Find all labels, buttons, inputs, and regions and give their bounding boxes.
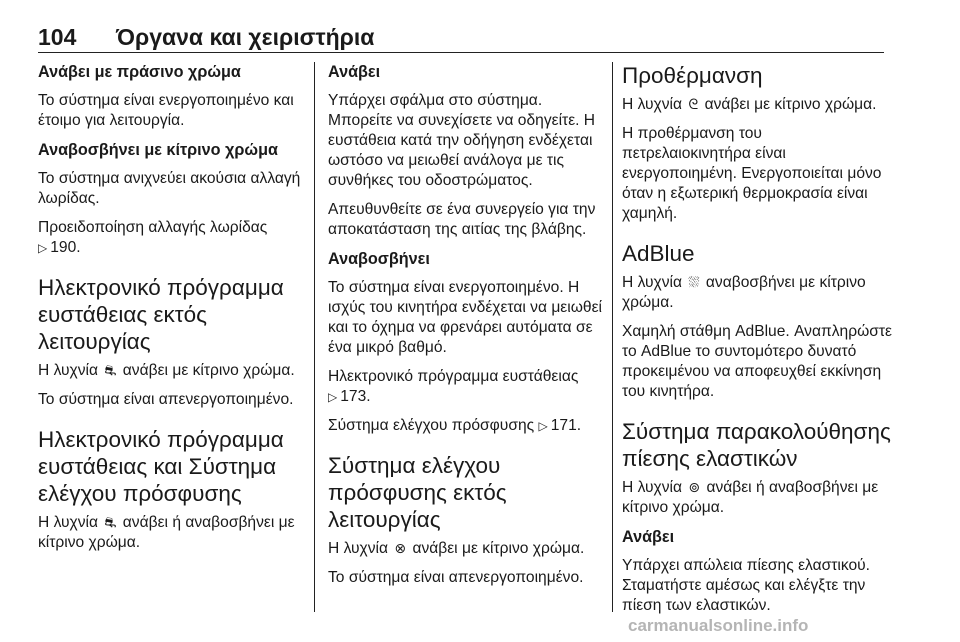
text: Η λυχνία (328, 540, 389, 557)
text: Η λυχνία (622, 96, 683, 113)
paragraph: Το σύστημα είναι απενεργοποιημένο. (38, 391, 294, 408)
paragraph: Απευθυνθείτε σε ένα συνεργείο για την αποκατάσταση της αιτίας της βλάβης. (328, 201, 596, 238)
text: ανάβει με κίτρινο χρώμα. (704, 96, 877, 113)
column-3 (622, 62, 892, 625)
reference-text: Ηλεκτρονικό πρόγραμμα ευστάθειας (328, 368, 579, 385)
text: Η λυχνία (622, 274, 683, 291)
heading-preheating: Προθέρμανση (622, 63, 763, 88)
page-title: Όργανα και χειριστήρια (116, 24, 375, 50)
heading-esc-tc: Ηλεκτρονικό πρόγραμμα ευστάθειας και Σύστημα ελέγχου πρόσφυσης (38, 427, 284, 506)
text: ανάβει με κίτρινο χρώμα. (122, 362, 295, 379)
text: Η λυχνία (622, 479, 683, 496)
adblue-icon: ⛆ (688, 274, 700, 290)
column-divider-2 (612, 62, 613, 612)
column-1 (38, 62, 304, 562)
glow-plug-icon: ᘓ (688, 96, 699, 112)
paragraph: Χαμηλή στάθμη AdBlue. Αναπληρώστε το AdBlue το συντομότερο δυνατό προκειμένου να αποφευχθεί εκκίνηση του κινητήρα. (622, 323, 893, 400)
paragraph: Το σύστημα ανιχνεύει ακούσια αλλαγή λωρίδας. (38, 170, 301, 207)
subheading-flashing-yellow: Αναβοσβήνει με κίτρινο χρώμα (38, 141, 278, 159)
heading-adblue: AdBlue (622, 241, 695, 266)
subheading-green: Ανάβει με πράσινο χρώμα (38, 63, 241, 81)
reference-page: 171. (550, 417, 582, 434)
reference-arrow-icon: ▷ (328, 390, 338, 404)
paragraph: Το σύστημα είναι ενεργοποιημένο και έτοιμο για λειτουργία. (38, 92, 294, 129)
reference-arrow-icon: ▷ (38, 241, 48, 255)
page-header (38, 22, 884, 53)
paragraph (328, 538, 604, 559)
paragraph: Υπάρχει σφάλμα στο σύστημα. Μπορείτε να συνεχίσετε να οδηγείτε. Η ευστάθεια κατά την οδήγηση ενδέχεται ωστόσο να μειωθεί ανάλογα με τις συνθήκες του οδοστρώματος. (328, 92, 596, 189)
text: αναβοσβήνει με κίτρινο χρώμα. (622, 274, 866, 311)
tc-off-icon: ⊗ (394, 540, 407, 556)
reference-text: Προειδοποίηση αλλαγής λωρίδας (38, 219, 268, 236)
paragraph: Η προθέρμανση του πετρελαιοκινητήρα είναι ενεργοποιημένη. Ενεργοποιείται μόνο όταν η εξωτερική θερμοκρασία είναι χαμηλή. (622, 125, 882, 222)
paragraph (38, 512, 304, 553)
column-divider-1 (314, 62, 315, 612)
paragraph-reference (38, 218, 304, 258)
reference-arrow-icon: ▷ (538, 419, 548, 433)
reference-text: Σύστημα ελέγχου πρόσφυσης (328, 417, 535, 434)
paragraph-reference (328, 416, 604, 436)
subheading-flashing: Αναβοσβήνει (328, 250, 430, 268)
text: Η λυχνία (38, 514, 99, 531)
column-2 (328, 62, 604, 597)
heading-esc-off: Ηλεκτρονικό πρόγραμμα ευστάθειας εκτός λειτουργίας (38, 275, 284, 354)
watermark: carmanualsonline.info (628, 616, 809, 635)
paragraph: Το σύστημα είναι απενεργοποιημένο. (328, 569, 584, 586)
paragraph: Το σύστημα είναι ενεργοποιημένο. Η ισχύς του κινητήρα ενδέχεται να μειωθεί και το όχημα να φρενάρει αυτόματα σε ένα μικρό βαθμό. (328, 279, 602, 356)
text: Η λυχνία (38, 362, 99, 379)
paragraph (622, 94, 892, 115)
paragraph: Υπάρχει απώλεια πίεσης ελαστικού. Σταματήστε αμέσως και ελέγξτε την πίεση των ελαστικών. (622, 557, 870, 614)
paragraph-reference (328, 367, 604, 407)
text: ανάβει ή αναβοσβήνει με κίτρινο χρώμα. (622, 479, 879, 516)
tire-pressure-icon: ⊚ (688, 479, 701, 495)
heading-tc-off: Σύστημα ελέγχου πρόσφυσης εκτός λειτουργίας (328, 453, 507, 532)
subheading-lights: Ανάβει (328, 63, 381, 81)
text: ανάβει ή αναβοσβήνει με κίτρινο χρώμα. (38, 514, 295, 551)
text: ανάβει με κίτρινο χρώμα. (412, 540, 585, 557)
esc-icon: ⛐ (104, 514, 117, 530)
heading-tpms: Σύστημα παρακολούθησης πίεσης ελαστικών (622, 419, 891, 471)
esc-off-icon: ⛐ (104, 362, 117, 378)
reference-page: 173. (340, 388, 371, 405)
paragraph (622, 477, 892, 518)
subheading-lights: Ανάβει (622, 528, 675, 546)
reference-page: 190. (50, 239, 81, 256)
paragraph (622, 272, 892, 313)
page-number: 104 (38, 24, 77, 50)
paragraph (38, 360, 304, 381)
